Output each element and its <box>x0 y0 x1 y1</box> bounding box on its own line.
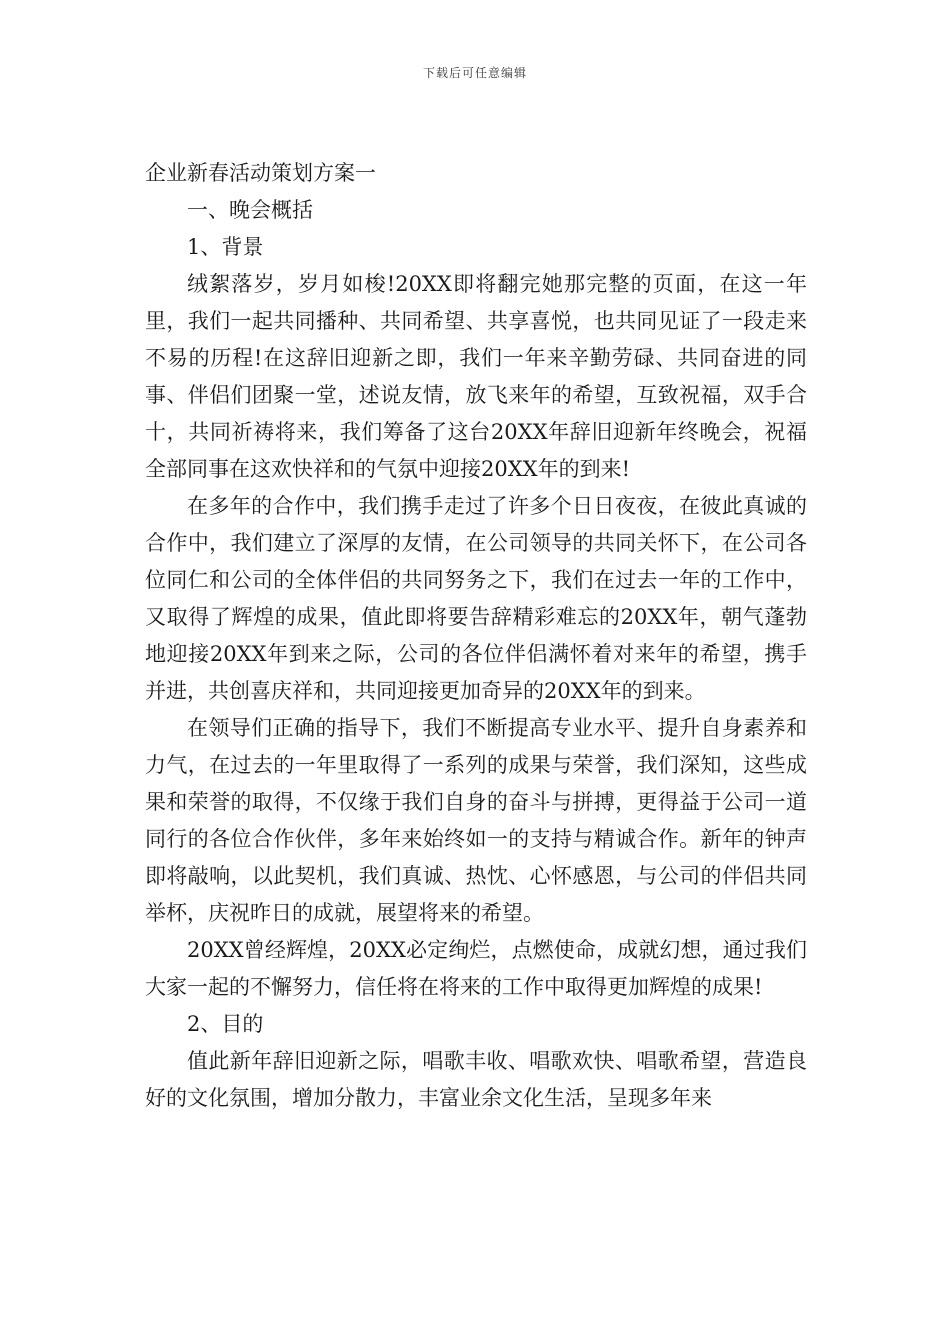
subsection-heading-purpose: 2、目的 <box>187 1012 264 1036</box>
paragraph-purpose-1: 值此新年辞旧迎新之际，唱歌丰收、唱歌欢快、唱歌希望，营造良好的文化氛围，增加分散力，丰富业余文化生活，呈现多年来 <box>145 1049 807 1110</box>
paragraph-background-4: 20XX曾经辉煌，20XX必定绚烂，点燃使命，成就幻想，通过我们大家一起的不懈努力，信任将在将来的工作中取得更加辉煌的成果! <box>145 938 807 999</box>
page-header: 下载后可任意编辑 <box>422 66 527 80</box>
paragraph-background-1: 绒絮落岁，岁月如梭!20XX即将翻完她那完整的页面，在这一年里，我们一起共同播种、共同希望、共享喜悦，也共同见证了一段走来不易的历程!在这辞旧迎新之即，我们一年来辛勤劳碌、共同奋进的同事、伴侣们团聚一堂，述说友情，放飞来年的希望，互致祝福，双手合十，共同祈祷将来，我们筹备了这台20XX年辞旧迎新年终晚会，祝福全部同事在这欢快祥和的气氛中迎接20XX年的到来! <box>145 272 807 481</box>
document-body <box>145 155 807 1117</box>
document-title: 企业新春活动策划方案一 <box>145 161 376 185</box>
subsection-heading-background: 1、背景 <box>187 235 264 259</box>
paragraph-background-2: 在多年的合作中，我们携手走过了许多个日日夜夜，在彼此真诚的合作中，我们建立了深厚的友情，在公司领导的共同关怀下，在公司各位同仁和公司的全体伴侣的共同努务之下，我们在过去一年的工作中，又取得了辉煌的成果，值此即将要告辞精彩难忘的20XX年，朝气蓬勃地迎接20XX年到来之际，公司的各位伴侣满怀着对来年的希望，携手并进，共创喜庆祥和，共同迎接更加奇异的20XX年的到来。 <box>145 494 807 703</box>
section-heading-overview: 一、晚会概括 <box>187 198 313 222</box>
paragraph-background-3: 在领导们正确的指导下，我们不断提高专业水平、提升自身素养和力气，在过去的一年里取得了一系列的成果与荣誉，我们深知，这些成果和荣誉的取得，不仅缘于我们自身的奋斗与拼搏，更得益于公司一道同行的各位合作伙伴，多年来始终如一的支持与精诚合作。新年的钟声即将敲响，以此契机，我们真诚、热忱、心怀感恩，与公司的伴侣共同举杯，庆祝昨日的成就，展望将来的希望。 <box>145 716 807 925</box>
